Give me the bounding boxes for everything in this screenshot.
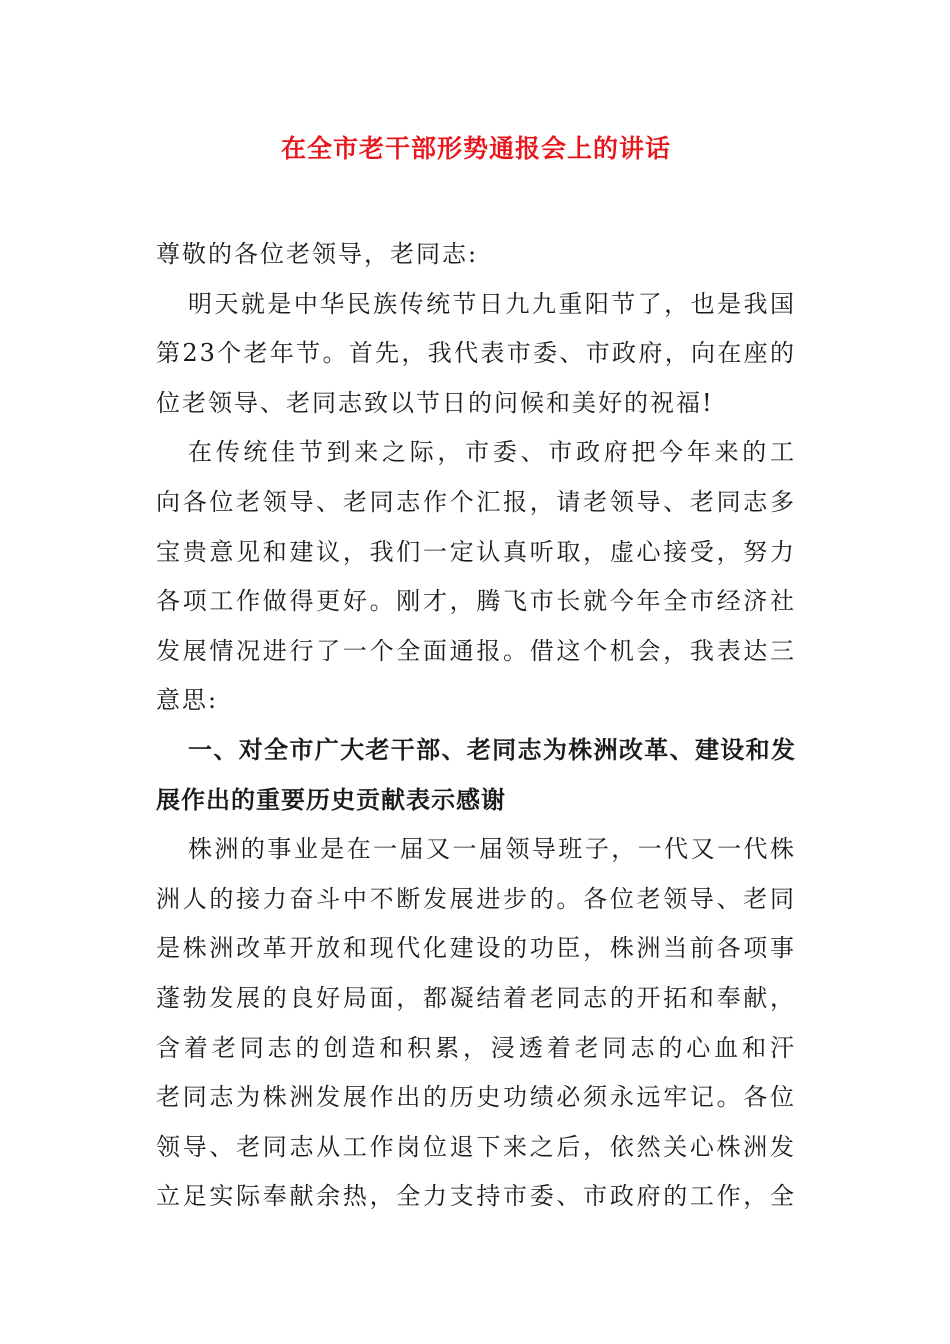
document-page (156, 124, 796, 1222)
paragraph-line: 是株洲改革开放和现代化建设的功臣，株洲当前各项事 (156, 934, 796, 963)
paragraph-line: 立足实际奉献余热，全力支持市委、市政府的工作，全 (156, 1182, 796, 1211)
paragraph-line: 各项工作做得更好。刚才，腾飞市长就今年全市经济社 (156, 587, 796, 616)
paragraph-line: 洲人的接力奋斗中不断发展进步的。各位老领导、老同 (156, 884, 796, 913)
paragraph-line: 领导、老同志从工作岗位退下来之后，依然关心株洲发 (156, 1132, 796, 1161)
paragraph-line: 明天就是中华民族传统节日九九重阳节了，也是我国 (188, 289, 796, 318)
document-title: 在全市老干部形势通报会上的讲话 (280, 134, 671, 163)
paragraph-line: 第23个老年节。首先，我代表市委、市政府，向在座的 (156, 339, 796, 368)
paragraph-line: 蓬勃发展的良好局面，都凝结着老同志的开拓和奉献， (156, 983, 796, 1012)
section-heading-line: 展作出的重要历史贡献表示感谢 (156, 785, 506, 814)
paragraph-line: 尊敬的各位老领导，老同志: (156, 240, 479, 268)
paragraph-line: 宝贵意见和建议，我们一定认真听取，虚心接受，努力 (156, 537, 796, 566)
paragraph-line: 老同志为株洲发展作出的历史功绩必须永远牢记。各位 (156, 1083, 796, 1112)
paragraph-line: 位老领导、老同志致以节日的问候和美好的祝福! (156, 388, 714, 417)
paragraph-line: 含着老同志的创造和积累，浸透着老同志的心血和汗 (156, 1033, 796, 1062)
paragraph-line: 发展情况进行了一个全面通报。借这个机会，我表达三 (156, 636, 796, 665)
paragraph-line: 株洲的事业是在一届又一届领导班子，一代又一代株 (188, 835, 796, 864)
paragraph-line: 向各位老领导、老同志作个汇报，请老领导、老同志多 (156, 487, 796, 516)
paragraph-line: 意思: (156, 686, 219, 715)
paragraph-line: 在传统佳节到来之际，市委、市政府把今年来的工 (188, 438, 796, 467)
document-body (156, 230, 796, 1222)
section-heading-line: 一、对全市广大老干部、老同志为株洲改革、建设和发 (188, 735, 796, 764)
